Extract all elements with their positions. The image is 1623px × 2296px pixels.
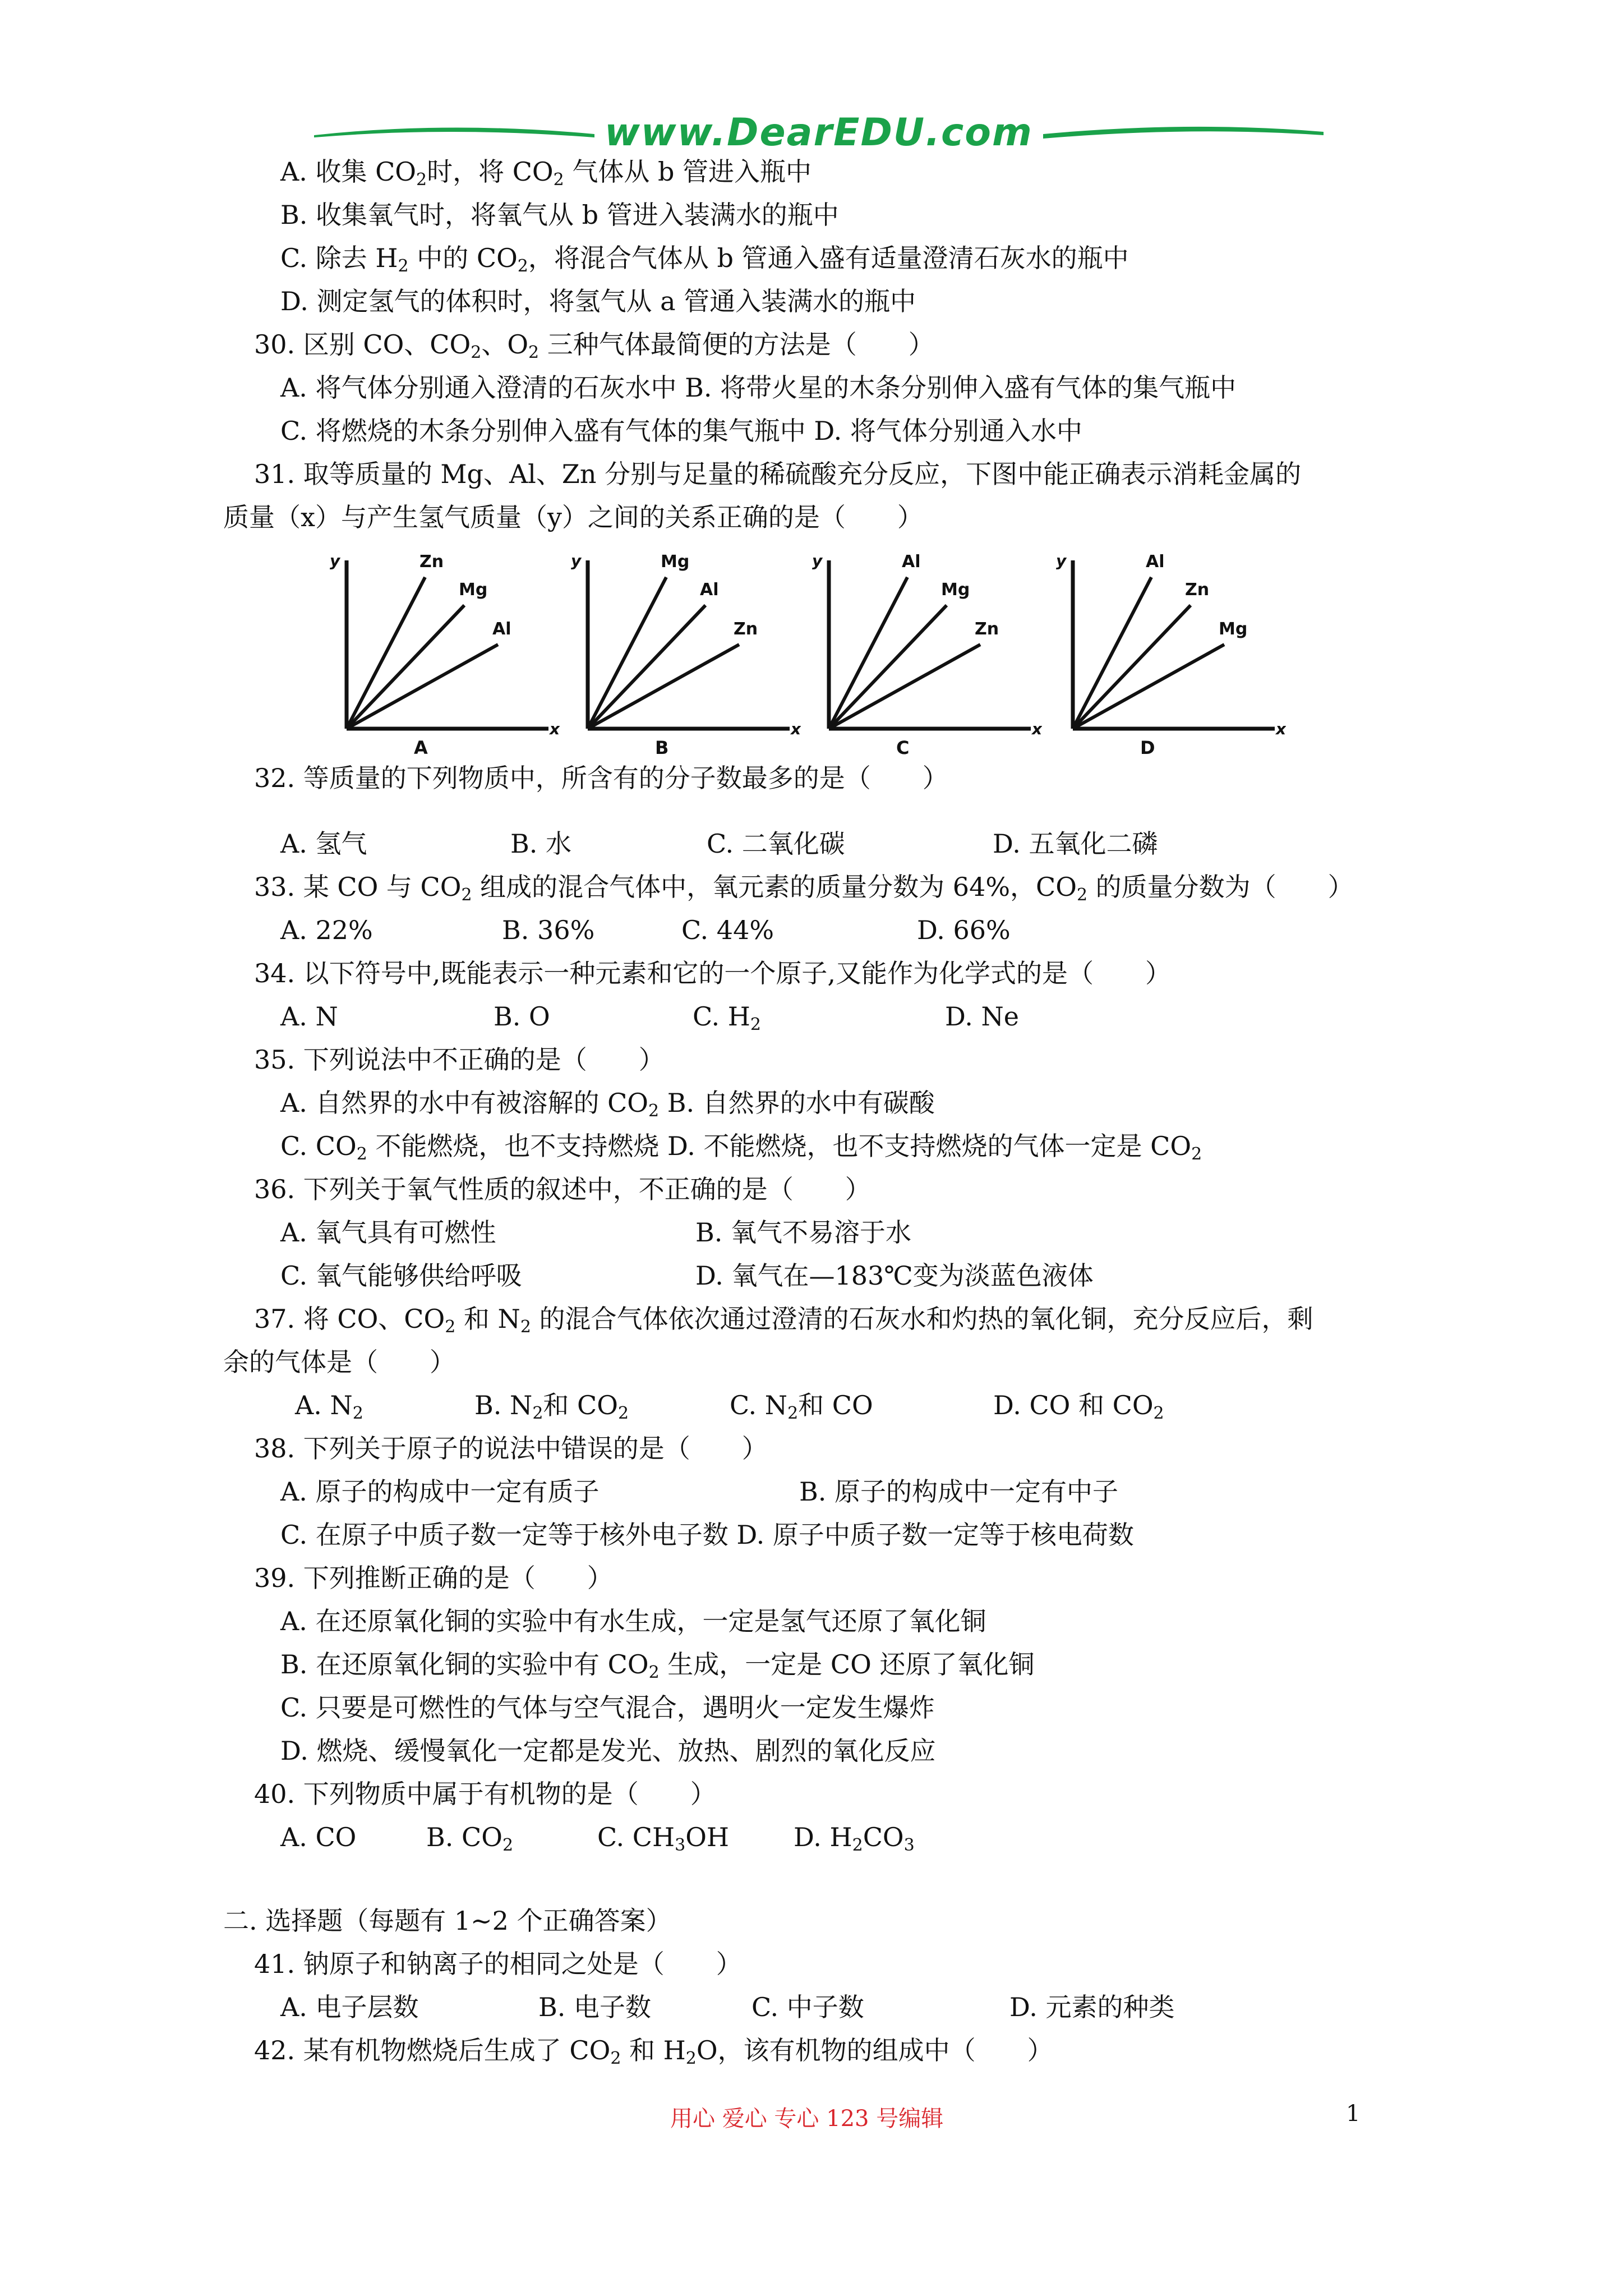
graph-a-svg xyxy=(324,544,560,757)
text-run: 和 N xyxy=(455,1304,520,1334)
subscript: 2 xyxy=(1153,1404,1164,1423)
q38-stem: 38. 下列关于原子的说法中错误的是（ ） xyxy=(254,1433,768,1464)
label-mg: Mg xyxy=(1219,619,1248,639)
q35-options-ab xyxy=(223,1082,1412,1125)
text-run: 和 CO xyxy=(798,1390,873,1420)
subscript: 2 xyxy=(356,1144,367,1164)
subscript: 2 xyxy=(553,170,564,190)
subscript: 2 xyxy=(528,343,540,362)
subscript: 3 xyxy=(903,1835,915,1855)
text-run: OH xyxy=(685,1822,730,1852)
q29-option-d xyxy=(223,280,1412,323)
q33-option-b: B. 36% xyxy=(502,915,595,945)
text-run: C. N xyxy=(730,1390,788,1420)
q33-option-a: A. 22% xyxy=(280,915,373,945)
line-zn xyxy=(1073,605,1191,729)
subscript: 2 xyxy=(787,1404,799,1423)
text-run: 和 H xyxy=(621,2035,686,2065)
text-run: 42. 某有机物燃烧后生成了 CO xyxy=(254,2035,611,2065)
q33-stem xyxy=(223,866,1412,909)
label-zn: Zn xyxy=(419,552,444,572)
q41-option-d: D. 元素的种类 xyxy=(1009,1992,1175,2022)
q38-options-ab xyxy=(223,1470,1412,1513)
text-run: 30. 区别 CO、CO xyxy=(254,329,471,360)
q41-option-a: A. 电子层数 xyxy=(280,1992,419,2022)
text-run: C. CH xyxy=(597,1822,675,1852)
graph-c-svg xyxy=(806,544,1042,757)
subscript: 2 xyxy=(517,256,528,276)
q37-options xyxy=(223,1384,1412,1427)
graph-label: A xyxy=(414,737,428,757)
text-run: B. 收集氧气时，将氧气从 b 管进入装满水的瓶中 xyxy=(280,200,839,230)
label-mg: Mg xyxy=(941,580,970,600)
q29-option-c xyxy=(223,237,1412,280)
label-mg: Mg xyxy=(459,580,488,600)
q32-option-a: A. 氢气 xyxy=(280,829,367,859)
q37-option-a xyxy=(295,1384,474,1427)
text-run: D. H xyxy=(794,1822,852,1852)
text-run: C. 除去 H xyxy=(280,243,398,273)
q40-option-a xyxy=(280,1816,426,1859)
q39-option-a: A. 在还原氧化铜的实验中有水生成，一定是氢气还原了氧化铜 xyxy=(280,1606,986,1636)
graph-c xyxy=(806,544,1042,757)
q30-options-ab: A. 将气体分别通入澄清的石灰水中 B. 将带火星的木条分别伸入盛有气体的集气瓶中 xyxy=(280,372,1237,403)
q41-stem: 41. 钠原子和钠离子的相同之处是（ ） xyxy=(254,1949,742,1979)
subscript: 2 xyxy=(610,2049,621,2068)
text-run: B. N xyxy=(474,1390,533,1420)
text-run: A. 收集 CO xyxy=(280,157,416,187)
text-run: D. CO 和 CO xyxy=(993,1390,1154,1420)
q39-option-d: D. 燃烧、缓慢氧化一定都是发光、放热、剧烈的氧化反应 xyxy=(280,1736,936,1766)
subscript: 2 xyxy=(398,256,409,276)
q40-option-c xyxy=(597,1816,794,1859)
x-axis-label: x xyxy=(1276,720,1286,738)
text-run: ，将混合气体从 b 管通入盛有适量澄清石灰水的瓶中 xyxy=(528,243,1129,273)
text-run: 和 CO xyxy=(543,1390,618,1420)
q35-stem: 35. 下列说法中不正确的是（ ） xyxy=(254,1045,665,1075)
label-zn: Zn xyxy=(975,619,999,639)
q34-option-b: B. O xyxy=(494,1001,550,1032)
q29-option-a xyxy=(223,150,1412,194)
q34-option-c: C. $H_2$ xyxy=(693,1001,762,1034)
q33-option-c: C. 44% xyxy=(681,915,774,945)
q39-option-c: C. 只要是可燃性的气体与空气混合，遇明火一定发生爆炸 xyxy=(280,1692,935,1723)
text-run: CO xyxy=(863,1822,904,1852)
subscript: 2 xyxy=(502,1835,514,1855)
label-al: Al xyxy=(902,552,921,572)
text-run: 37. 将 CO、CO xyxy=(254,1304,445,1334)
subscript: 2 xyxy=(461,885,472,905)
q38-option-b: B. 原子的构成中一定有中子 xyxy=(799,1476,1119,1507)
q37-stem-line1 xyxy=(223,1297,1412,1341)
y-axis-label: y xyxy=(1056,551,1067,570)
graph-d-svg xyxy=(1050,544,1286,757)
q42-stem xyxy=(223,2029,1412,2072)
graph-b xyxy=(565,544,801,757)
subscript: 2 xyxy=(352,1404,363,1423)
q40-option-b xyxy=(426,1816,597,1859)
q40-options xyxy=(223,1816,1412,1859)
q32-option-c: C. 二氧化碳 xyxy=(707,829,845,859)
line-mg xyxy=(347,605,464,729)
brand-logo: www.DearEDU.com xyxy=(605,111,1033,155)
text-run: 中的 CO xyxy=(408,243,518,273)
y-axis-label: y xyxy=(330,551,340,570)
q41-options xyxy=(223,1986,1412,2029)
subscript: 2 xyxy=(617,1404,629,1423)
subscript: 2 xyxy=(416,170,427,190)
y-axis-label: y xyxy=(812,551,823,570)
text-run: O，该有机物的组成中（ ） xyxy=(696,2035,1053,2065)
subscript: 2 xyxy=(520,1317,531,1337)
text-run: 时，将 CO xyxy=(427,157,554,187)
x-axis-label: x xyxy=(1032,720,1042,738)
graph-label: D xyxy=(1140,737,1155,757)
subscript: 2 xyxy=(648,1101,660,1121)
text-run: D. 测定氢气的体积时，将氢气从 a 管通入装满水的瓶中 xyxy=(280,286,916,316)
q36-stem: 36. 下列关于氧气性质的叙述中，不正确的是（ ） xyxy=(254,1174,871,1204)
label-mg: Mg xyxy=(661,552,690,572)
text-run: 、O xyxy=(481,329,529,360)
page-header xyxy=(314,111,1324,155)
graph-label: B xyxy=(655,737,669,757)
subscript: 2 xyxy=(532,1404,543,1423)
text-run: B. 自然界的水中有碳酸 xyxy=(659,1088,935,1118)
q36-option-a: A. 氧气具有可燃性 xyxy=(280,1217,496,1248)
q41-option-c: C. 中子数 xyxy=(751,1992,864,2022)
text-run: B. CO xyxy=(426,1822,502,1852)
q30-stem xyxy=(223,323,1412,366)
y-axis-label: y xyxy=(571,551,582,570)
label-zn: Zn xyxy=(734,619,758,639)
label-al: Al xyxy=(1146,552,1165,572)
x-axis-label: x xyxy=(550,720,560,738)
subscript: 2 xyxy=(1076,885,1088,905)
q40-option-d xyxy=(794,1816,915,1859)
q37-option-c xyxy=(730,1384,993,1427)
q32-option-d: D. 五氧化二磷 xyxy=(993,829,1158,859)
graph-a xyxy=(324,544,560,757)
text-run: A. CO xyxy=(280,1822,357,1852)
text-run: A. 自然界的水中有被溶解的 CO xyxy=(280,1088,648,1118)
line-al xyxy=(588,605,706,729)
q40-stem: 40. 下列物质中属于有机物的是（ ） xyxy=(254,1779,716,1809)
label-zn: Zn xyxy=(1185,580,1210,600)
text-run: 33. 某 CO 与 CO xyxy=(254,872,462,902)
q32-option-b: B. 水 xyxy=(510,829,572,859)
text-run: 的质量分数为（ ） xyxy=(1087,872,1354,902)
q31-stem-line2: 质量（x）与产生氢气质量（y）之间的关系正确的是（ ） xyxy=(223,502,923,532)
q34-options xyxy=(223,995,1412,1038)
text-run: C. CO xyxy=(280,1131,357,1161)
page-number: 1 xyxy=(1346,2101,1361,2127)
q41-option-b: B. 电子数 xyxy=(538,1992,652,2022)
text-run: 三种气体最简便的方法是（ ） xyxy=(539,329,934,360)
q33-options xyxy=(223,909,1412,952)
text-run: B. 在还原氧化铜的实验中有 CO xyxy=(280,1649,649,1680)
subscript: 2 xyxy=(852,1835,863,1855)
q29-option-b xyxy=(223,194,1412,237)
graph-d xyxy=(1050,544,1286,757)
section-2-title: 二. 选择题（每题有 1~2 个正确答案） xyxy=(223,1906,672,1936)
subscript: 2 xyxy=(648,1663,660,1682)
q35-options-cd xyxy=(223,1125,1412,1168)
q36-option-c: C. 氧气能够供给呼吸 xyxy=(280,1260,522,1291)
q31-stem-line1: 31. 取等质量的 Mg、Al、Zn 分别与足量的稀硫酸充分反应，下图中能正确表示消耗金属的 xyxy=(254,459,1302,489)
text-run: 气体从 b 管进入瓶中 xyxy=(564,157,812,187)
graph-label: C xyxy=(896,737,910,757)
q38-options-cd: C. 在原子中质子数一定等于核外电子数 D. 原子中质子数一定等于核电荷数 xyxy=(280,1520,1134,1550)
q38-option-a: A. 原子的构成中一定有质子 xyxy=(280,1476,600,1507)
q34-stem: 34. 以下符号中,既能表示一种元素和它的一个原子,又能作为化学式的是（ ） xyxy=(254,958,1172,988)
text-run: 不能燃烧，也不支持燃烧 D. 不能燃烧，也不支持燃烧的气体一定是 CO xyxy=(367,1131,1192,1161)
subscript: 3 xyxy=(675,1835,686,1855)
subscript: 2 xyxy=(445,1317,456,1337)
graph-b-svg xyxy=(565,544,801,757)
footer-note: 用心 爱心 专心 123 号编辑 xyxy=(670,2106,944,2132)
q32-stem: 32. 等质量的下列物质中，所含有的分子数最多的是（ ） xyxy=(254,763,948,793)
text-run: 的混合气体依次通过澄清的石灰水和灼热的氧化铜，充分反应后，剩 xyxy=(531,1304,1313,1334)
label-al: Al xyxy=(492,619,511,639)
q33-option-d: D. 66% xyxy=(917,915,1011,945)
q32-options xyxy=(223,822,1412,866)
text-run: A. N xyxy=(295,1390,353,1420)
subscript: 2 xyxy=(685,2049,697,2068)
x-axis-label: x xyxy=(791,720,801,738)
q37-stem-line2: 余的气体是（ ） xyxy=(223,1347,455,1377)
text-run: 组成的混合气体中，氧元素的质量分数为 64%，CO xyxy=(472,872,1077,902)
text-run: 生成，一定是 CO 还原了氧化铜 xyxy=(659,1649,1035,1680)
label-al: Al xyxy=(700,580,719,600)
q34-option-d: D. Ne xyxy=(945,1001,1019,1032)
subscript: 2 xyxy=(471,343,482,362)
q31-graphs xyxy=(223,544,1412,757)
q34-option-a: A. N xyxy=(280,1001,338,1032)
q36-options-cd xyxy=(223,1254,1412,1297)
subscript: 2 xyxy=(1191,1144,1202,1164)
q39-option-b xyxy=(223,1643,1412,1686)
q30-options-cd: C. 将燃烧的木条分别伸入盛有气体的集气瓶中 D. 将气体分别通入水中 xyxy=(280,416,1082,446)
q37-option-d xyxy=(993,1384,1164,1427)
questions xyxy=(223,150,1412,2072)
q37-option-b xyxy=(474,1384,730,1427)
q36-option-d: D. 氧气在—183℃变为淡蓝色液体 xyxy=(695,1260,1094,1291)
q36-options-ab xyxy=(223,1211,1412,1254)
q39-stem: 39. 下列推断正确的是（ ） xyxy=(254,1563,613,1593)
q36-option-b: B. 氧气不易溶于水 xyxy=(695,1217,912,1248)
line-mg xyxy=(829,605,947,729)
